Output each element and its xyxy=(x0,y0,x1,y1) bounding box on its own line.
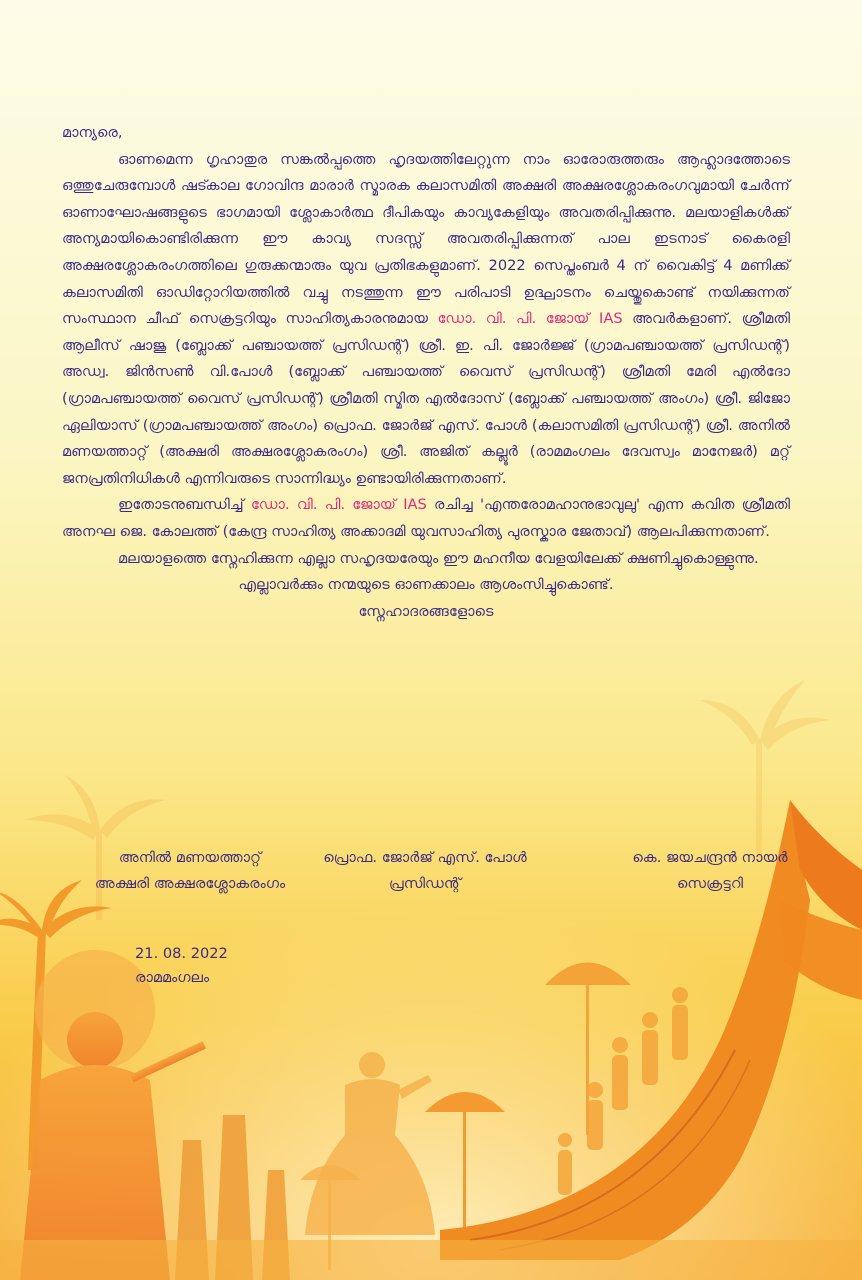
invitation-letter xyxy=(62,120,790,625)
letter-paragraph-poem: ഇതോടനുബന്ധിച്ച് ഡോ. വി. പി. ജോയ് IAS രചിച്ച 'എന്തരോമഹാനുഭാവുലു' എന്ന കവിത ശ്രീമതി അനഘ ജെ. കോലത്ത് (കേന്ദ്ര സാഹിത്യ അക്കാദമി യുവസാഹിത്യ പുരസ്കാര ജേതാവ്) ആലപിക്കുന്നതാണ്. xyxy=(62,496,790,540)
guest-name-highlight: ഡോ. വി. പി. ജോയ് IAS xyxy=(250,496,427,514)
signatory-role: അക്ഷരി അക്ഷരശ്ലോകരംഗം xyxy=(94,875,286,892)
signatory-block xyxy=(295,845,555,897)
signatory-block xyxy=(585,845,835,897)
letter-paragraph-invite: മലയാളത്തെ സ്നേഹിക്കുന്ന എല്ലാ സഹൃദയരേയും ഈ മഹനീയ വേളയിലേക്ക് ക്ഷണിച്ചുകൊള്ളുന്നു. xyxy=(118,549,759,567)
salutation: മാന്യരെ, xyxy=(62,124,123,141)
signatory-role: പ്രസിഡന്റ് xyxy=(389,875,461,892)
date-place-block xyxy=(135,942,228,990)
letter-paragraph-main: ഓണമെന്ന ഗൃഹാതുര സങ്കൽപ്പത്തെ ഹൃദയത്തിലേറ്റുന്ന നാം ഓരോരുത്തരും ആഹ്ലാദത്തോടെ ഒത്തുചേരുമ്പോൾ ഷട്കാല ഗോവിന്ദ മാരാർ സ്മാരക കലാസമിതി അക്ഷരി അക്ഷരശ്ലോകരംഗവുമായി ചേർന്ന് ഓണാഘോഷങ്ങളുടെ ഭാഗമായി ശ്ലോകാർത്ഥ ദീപികയും കാവ്യകേളിയും അവതരിപ്പിക്കുന്നു. മലയാളികൾക്ക് അന്യമായികൊണ്ടിരിക്കുന്ന ഈ കാവ്യ സദസ്സ് അവതരിപ്പിക്കുന്നത് പാല ഇടനാട് കൈരളി അക്ഷരശ്ലോകരംഗത്തിലെ ഗുരുക്കന്മാരും യുവ പ്രതിഭകളുമാണ്. 2022 സെപ്തംബർ 4 ന് വൈകിട്ട് 4 മണിക്ക് കലാസമിതി ഓഡിറ്റോറിയത്തിൽ വച്ചു നടത്തുന്ന ഈ പരിപാടി ഉദ്ഘാടനം ചെയ്തുകൊണ്ട് നയിക്കുന്നത് സംസ്ഥാന ചീഫ് സെക്രട്ടറിയും സാഹിത്യകാരനുമായ ഡോ. വി. പി. ജോയ് IAS അവർകളാണ്. ശ്രീമതി ആലീസ് ഷാജു (ബ്ലോക്ക് പഞ്ചായത്ത് പ്രസിഡന്റ്) ശ്രീ. ഇ. പി. ജോർജ്ജ് (ഗ്രാമപഞ്ചായത്ത് പ്രസിഡന്റ്) അഡ്വ. ജിൻസൺ വി.പോൾ (ബ്ലോക്ക് പഞ്ചായത്ത് വൈസ് പ്രസിഡന്റ്) ശ്രീമതി മേരി എൽദോ (ഗ്രാമപഞ്ചായത്ത് വൈസ് പ്രസിഡന്റ്) ശ്രീമതി സ്മിത എൽദോസ് (ബ്ലോക്ക് പഞ്ചായത്ത് അംഗം) ശ്രീ. ജിജോ ഏലിയാസ് (ഗ്രാമപഞ്ചായത്ത് അംഗം) പ്രൊഫ. ജോർജ് എസ്. പോൾ (കലാസമിതി പ്രസിഡന്റ്) ശ്രീ. അനിൽ മണയത്താറ്റ് (അക്ഷരി അക്ഷരശ്ലോകരംഗം) ശ്രീ. അജിത് കല്ലൂർ (രാമമംഗലം ദേവസ്വം മാനേജർ) മറ്റ് ജനപ്രതിനിധികൾ എന്നിവരുടെ സാന്നിദ്ധ്യം ഉണ്ടായിരിക്കുന്നതാണ്. xyxy=(62,150,790,487)
letter-date: 21. 08. 2022 xyxy=(135,945,228,962)
signatory-name: പ്രൊഫ. ജോർജ് എസ്. പോൾ xyxy=(323,849,527,866)
signatory-role: സെക്രട്ടറി xyxy=(676,875,744,892)
signatory-name: അനിൽ മണയത്താറ്റ് xyxy=(118,849,262,866)
guest-name-highlight: ഡോ. വി. പി. ജോയ് IAS xyxy=(437,310,623,328)
onam-wish: എല്ലാവർക്കും നന്മയുടെ ഓണക്കാലം ആശംസിച്ചുകൊണ്ട്. xyxy=(238,576,614,594)
closing-regards: സ്നേഹാദരങ്ങളോടെ xyxy=(358,602,494,620)
signatory-name: കെ. ജയചന്ദ്രൻ നായർ xyxy=(632,849,788,866)
letter-place: രാമമംഗലം xyxy=(135,969,210,986)
